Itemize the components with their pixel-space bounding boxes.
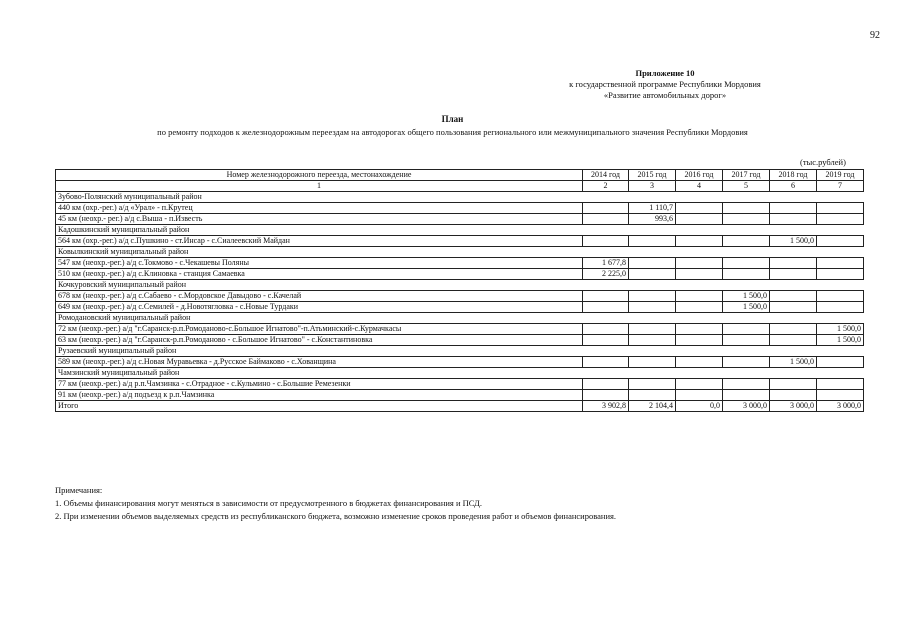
value-cell: [583, 335, 629, 346]
empty-cell: [583, 280, 629, 291]
district-name: Зубово-Полянский муниципальный район: [56, 192, 583, 203]
empty-cell: [629, 280, 676, 291]
empty-cell: [723, 280, 770, 291]
value-cell: [770, 302, 817, 313]
value-cell: 1 500,0: [817, 335, 864, 346]
value-cell: 1 110,7: [629, 203, 676, 214]
empty-cell: [583, 192, 629, 203]
notes-section: [55, 484, 616, 523]
empty-cell: [770, 280, 817, 291]
crossing-name: 564 км (охр.-рег.) а/д с.Пушкино - ст.Инсар - с.Сиалеевский Майдан: [56, 236, 583, 247]
value-cell: [629, 291, 676, 302]
district-row: [56, 346, 864, 357]
crossing-name: 91 км (неохр.-рег.) а/д подъезд к р.п.Чамзинка: [56, 390, 583, 401]
district-row: [56, 368, 864, 379]
value-cell: [676, 269, 723, 280]
column-number-row: [56, 181, 864, 192]
column-number-cell: 7: [817, 181, 864, 192]
empty-cell: [817, 192, 864, 203]
table-row: [56, 269, 864, 280]
crossing-name: 45 км (неохр.- рег.) а/д с.Выша - п.Известь: [56, 214, 583, 225]
district-name: Ромодановский муниципальный район: [56, 313, 583, 324]
column-number-cell: 6: [770, 181, 817, 192]
value-cell: [629, 390, 676, 401]
empty-cell: [583, 225, 629, 236]
value-cell: [770, 335, 817, 346]
empty-cell: [723, 192, 770, 203]
crossing-name: 510 км (неохр.-рег.) а/д с.Клиновка - станция Самаевка: [56, 269, 583, 280]
note-item: 2. При изменении объемов выделяемых средств из республиканского бюджета, возможно изменение сроков проведения работ и объемов финансирования.: [55, 511, 617, 521]
empty-cell: [770, 313, 817, 324]
value-cell: [723, 379, 770, 390]
header-cell: 2017 год: [723, 170, 770, 181]
header-cell: 2014 год: [583, 170, 629, 181]
crossing-name: 649 км (неохр.-рег.) а/д с.Семилей - д.Новотягловка - с.Новые Турдаки: [56, 302, 583, 313]
header-cell: 2015 год: [629, 170, 676, 181]
empty-cell: [723, 368, 770, 379]
note-item: 1. Объемы финансирования могут меняться в зависимости от предусмотренного в бюджетах финансирования и ПСД.: [55, 498, 482, 508]
district-name: Кочкуровский муниципальный район: [56, 280, 583, 291]
table-body: [56, 170, 864, 412]
value-cell: [676, 214, 723, 225]
page-number: 92: [870, 30, 880, 41]
value-cell: [817, 390, 864, 401]
empty-cell: [583, 346, 629, 357]
crossing-name: 547 км (неохр.-рег.) а/д с.Токмово - с.Чекашевы Поляны: [56, 258, 583, 269]
column-number-cell: 2: [583, 181, 629, 192]
value-cell: 2 104,4: [629, 401, 676, 412]
table-row: [56, 236, 864, 247]
value-cell: [629, 302, 676, 313]
value-cell: [770, 324, 817, 335]
value-cell: [817, 357, 864, 368]
value-cell: [676, 379, 723, 390]
empty-cell: [676, 225, 723, 236]
table-row: [56, 357, 864, 368]
table-row: [56, 390, 864, 401]
table-row: [56, 335, 864, 346]
empty-cell: [629, 313, 676, 324]
value-cell: [629, 379, 676, 390]
district-name: Кадошкинский муниципальный район: [56, 225, 583, 236]
value-cell: [676, 302, 723, 313]
repair-plan-table: [55, 169, 864, 412]
plan-subtitle: по ремонту подходов к железнодорожным переездам на автодорогах общего пользования регионального или межмуниципального значения Республики Мордовия: [157, 127, 748, 137]
value-cell: [676, 390, 723, 401]
value-cell: [723, 214, 770, 225]
district-row: [56, 313, 864, 324]
value-cell: 0,0: [676, 401, 723, 412]
value-cell: [723, 335, 770, 346]
header-cell: 2019 год: [817, 170, 864, 181]
value-cell: [583, 291, 629, 302]
header-cell: 2016 год: [676, 170, 723, 181]
value-cell: [723, 269, 770, 280]
empty-cell: [676, 192, 723, 203]
column-number-cell: 3: [629, 181, 676, 192]
total-row: [56, 401, 864, 412]
value-cell: [676, 203, 723, 214]
value-cell: [676, 335, 723, 346]
empty-cell: [629, 247, 676, 258]
empty-cell: [770, 225, 817, 236]
crossing-name: 72 км (неохр.-рег.) а/д "г.Саранск-р.п.Ромоданово-с.Большое Игнатово"-п.Атьминский-с.Курмачкасы: [56, 324, 583, 335]
value-cell: 3 000,0: [723, 401, 770, 412]
empty-cell: [770, 346, 817, 357]
value-cell: [770, 390, 817, 401]
district-row: [56, 280, 864, 291]
units-label: (тыс.рублей): [800, 157, 846, 167]
empty-cell: [723, 313, 770, 324]
value-cell: [676, 258, 723, 269]
value-cell: [583, 236, 629, 247]
value-cell: [583, 214, 629, 225]
value-cell: [629, 236, 676, 247]
value-cell: [817, 236, 864, 247]
empty-cell: [723, 346, 770, 357]
table-row: [56, 302, 864, 313]
notes-title: Примечания:: [55, 485, 103, 495]
value-cell: 1 500,0: [723, 291, 770, 302]
column-number-cell: 5: [723, 181, 770, 192]
empty-cell: [770, 192, 817, 203]
value-cell: 2 225,0: [583, 269, 629, 280]
value-cell: [723, 390, 770, 401]
value-cell: 993,6: [629, 214, 676, 225]
value-cell: [629, 335, 676, 346]
empty-cell: [817, 225, 864, 236]
value-cell: 3 000,0: [770, 401, 817, 412]
appendix-header: [485, 68, 845, 101]
empty-cell: [770, 247, 817, 258]
value-cell: [817, 302, 864, 313]
value-cell: [629, 269, 676, 280]
appendix-line-1: к государственной программе Республики Мордовия: [569, 79, 761, 89]
value-cell: [817, 258, 864, 269]
value-cell: [770, 269, 817, 280]
crossing-name: 440 км (охр.-рег.) а/д «Урал» - п.Крутец: [56, 203, 583, 214]
empty-cell: [629, 346, 676, 357]
value-cell: [676, 357, 723, 368]
value-cell: [770, 291, 817, 302]
crossing-name: 678 км (неохр.-рег.) а/д с.Сабаево - с.Мордовское Давыдово - с.Качелай: [56, 291, 583, 302]
value-cell: [817, 379, 864, 390]
column-number-cell: 1: [56, 181, 583, 192]
crossing-name: 77 км (неохр.-рег.) а/д р.п.Чамзинка - с.Отрадное - с.Кульмино - с.Большие Ремезенки: [56, 379, 583, 390]
value-cell: [770, 214, 817, 225]
table-row: [56, 258, 864, 269]
empty-cell: [676, 280, 723, 291]
value-cell: 1 500,0: [723, 302, 770, 313]
value-cell: [723, 324, 770, 335]
appendix-line-2: «Развитие автомобильных дорог»: [603, 90, 727, 100]
table-row: [56, 324, 864, 335]
empty-cell: [770, 368, 817, 379]
value-cell: [770, 258, 817, 269]
value-cell: 3 000,0: [817, 401, 864, 412]
district-name: Рузаевский муниципальный район: [56, 346, 583, 357]
value-cell: [723, 236, 770, 247]
value-cell: [629, 258, 676, 269]
value-cell: [583, 357, 629, 368]
value-cell: [817, 269, 864, 280]
value-cell: [676, 236, 723, 247]
district-row: [56, 247, 864, 258]
value-cell: [817, 291, 864, 302]
value-cell: [676, 324, 723, 335]
empty-cell: [583, 368, 629, 379]
district-row: [56, 225, 864, 236]
value-cell: [817, 214, 864, 225]
empty-cell: [676, 313, 723, 324]
empty-cell: [817, 280, 864, 291]
plan-title: План: [441, 114, 464, 124]
table-row: [56, 291, 864, 302]
value-cell: [817, 203, 864, 214]
empty-cell: [629, 225, 676, 236]
empty-cell: [676, 247, 723, 258]
empty-cell: [723, 225, 770, 236]
value-cell: [629, 357, 676, 368]
value-cell: [676, 291, 723, 302]
value-cell: [583, 324, 629, 335]
header-row: [56, 170, 864, 181]
empty-cell: [817, 247, 864, 258]
district-name: Ковылкинский муниципальный район: [56, 247, 583, 258]
empty-cell: [676, 368, 723, 379]
value-cell: [583, 390, 629, 401]
table-row: [56, 203, 864, 214]
value-cell: [723, 203, 770, 214]
district-name: Чамзинский муниципальный район: [56, 368, 583, 379]
value-cell: 1 500,0: [817, 324, 864, 335]
column-number-cell: 4: [676, 181, 723, 192]
value-cell: 1 677,8: [583, 258, 629, 269]
value-cell: [723, 357, 770, 368]
value-cell: 3 902,8: [583, 401, 629, 412]
value-cell: 1 500,0: [770, 236, 817, 247]
value-cell: [629, 324, 676, 335]
empty-cell: [676, 346, 723, 357]
table-row: [56, 379, 864, 390]
value-cell: [583, 302, 629, 313]
empty-cell: [629, 192, 676, 203]
empty-cell: [583, 313, 629, 324]
value-cell: [583, 379, 629, 390]
appendix-title: Приложение 10: [635, 68, 695, 78]
table-row: [56, 214, 864, 225]
value-cell: [770, 379, 817, 390]
empty-cell: [817, 368, 864, 379]
value-cell: [583, 203, 629, 214]
crossing-name: 63 км (неохр.-рег.) а/д "г.Саранск-р.п.Ромоданово - с.Большое Игнатово" - с.Константиновка: [56, 335, 583, 346]
header-cell: Номер железнодорожного переезда, местонахождение: [56, 170, 583, 181]
empty-cell: [629, 368, 676, 379]
total-label: Итого: [56, 401, 583, 412]
crossing-name: 589 км (неохр.-рег.) а/д с.Новая Муравьевка - д.Русское Баймаково - с.Хованщина: [56, 357, 583, 368]
empty-cell: [723, 247, 770, 258]
value-cell: 1 500,0: [770, 357, 817, 368]
empty-cell: [583, 247, 629, 258]
district-row: [56, 192, 864, 203]
value-cell: [723, 258, 770, 269]
header-cell: 2018 год: [770, 170, 817, 181]
empty-cell: [817, 346, 864, 357]
value-cell: [770, 203, 817, 214]
empty-cell: [817, 313, 864, 324]
